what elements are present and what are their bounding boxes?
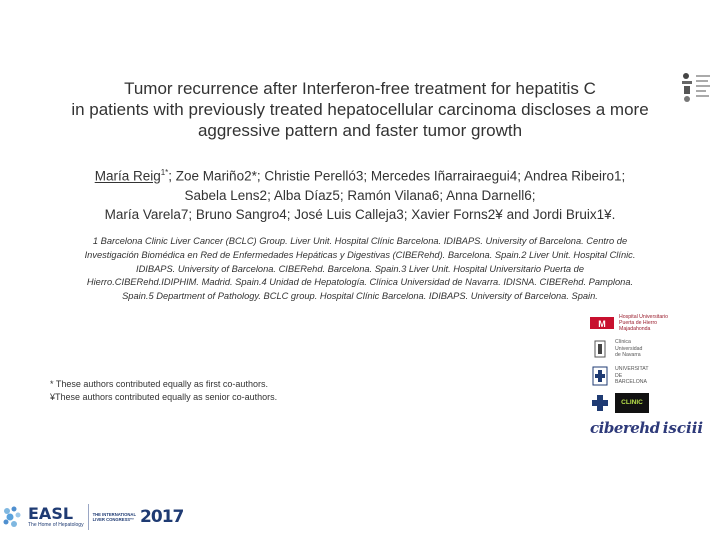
ciberehd-isciii-logo bbox=[590, 418, 704, 437]
affiliation-line: Investigación Biomédica en Red de Enfermedades Hepáticas y Digestivas (CIBERehd). Barcelona. Spain.2 Liver Unit. Hospital Clínic. bbox=[84, 249, 636, 260]
logo-text-line: DE bbox=[615, 372, 623, 379]
title-line-2: in patients with previously treated hepatocellular carcinoma discloses a more bbox=[71, 100, 649, 119]
logo-text-line: de Navarra bbox=[615, 351, 641, 358]
presenting-author: María Reig bbox=[94, 168, 161, 184]
easl-text-block bbox=[28, 506, 84, 528]
seal-icon bbox=[676, 66, 716, 106]
cross-icon bbox=[590, 393, 610, 413]
affiliation-line: IDIBAPS. University of Barcelona. CIBERehd. Barcelona. Spain.3 Liver Unit. Hospital Universitario Puerta de bbox=[135, 263, 584, 274]
puerta-de-hierro-logo bbox=[590, 314, 700, 333]
university-seal-logo bbox=[676, 66, 716, 106]
ilc-line: THE INTERNATIONAL bbox=[92, 511, 137, 517]
easl-bubbles-icon bbox=[2, 505, 24, 529]
title-line-1: Tumor recurrence after Interferon-free treatment for hepatitis C bbox=[124, 79, 596, 98]
author-line-2: Sabela Lens2; Alba Díaz5; Ramón Vilana6; Anna Darnell6; bbox=[184, 187, 536, 203]
clinic-badge: CLINIC bbox=[615, 393, 649, 413]
contribution-notes bbox=[50, 378, 370, 403]
easl-wordmark: EASL bbox=[28, 504, 74, 523]
first-coauthors-note: * These authors contributed equally as first co-authors. bbox=[50, 379, 268, 389]
navarra-shield-icon bbox=[590, 339, 610, 359]
universitat-barcelona-logo bbox=[590, 365, 700, 387]
clinic-logo bbox=[590, 393, 700, 413]
title-line-3: aggressive pattern and faster tumor growth bbox=[197, 121, 523, 140]
logo-text-line: Puerta de Hierro bbox=[619, 320, 658, 327]
barcelona-crest-icon bbox=[590, 365, 610, 387]
ilc-line: LIVER CONGRESS™ bbox=[92, 517, 135, 522]
logo-divider bbox=[88, 504, 89, 530]
institution-logos bbox=[590, 314, 704, 437]
navarra-text bbox=[615, 339, 642, 358]
isciii-wordmark: isciii bbox=[662, 418, 704, 437]
affiliation-line: Hierro.CIBERehd.IDIPHIM. Madrid. Spain.4 Unidad de Hepatología. Clínica Universidad de Navarra. IDISNA. CIBERehd. Pamplona. bbox=[86, 277, 634, 288]
svg-text:M: M bbox=[598, 319, 606, 330]
ciberehd-wordmark: ciberehd bbox=[590, 418, 660, 437]
presenting-author-superscript: 1* bbox=[160, 168, 169, 177]
author-line-1-rest: ; Zoe Mariño2*; Christie Perelló3; Mercedes Iñarrairaegui4; Andrea Ribeiro1; bbox=[168, 168, 626, 184]
logo-text-line: UNIVERSITAT bbox=[615, 366, 649, 373]
easl-congress-logo bbox=[2, 504, 183, 530]
puerta-de-hierro-text bbox=[619, 314, 668, 333]
logo-text-line: BARCELONA bbox=[615, 378, 647, 385]
logo-text-line: Clínica bbox=[615, 339, 631, 346]
senior-coauthors-note: ¥These authors contributed equally as senior co-authors. bbox=[50, 391, 278, 402]
affiliation-line: Spain.5 Department of Pathology. BCLC group. Hospital Clínic Barcelona. IDIBAPS. University of Barcelona. Spain. bbox=[122, 291, 598, 302]
madrid-star-icon bbox=[590, 315, 614, 331]
logo-text-line: Universidad bbox=[615, 345, 643, 352]
affiliations bbox=[45, 235, 675, 304]
author-line-3: María Varela7; Bruno Sangro4; José Luis Calleja3; Xavier Forns2¥ and Jordi Bruix1¥. bbox=[104, 206, 616, 222]
affiliation-line: 1 Barcelona Clinic Liver Cancer (BCLC) Group. Liver Unit. Hospital Clínic Barcelona. IDIBAPS. University of Barcelona. Centro de bbox=[92, 236, 628, 246]
author-list bbox=[40, 163, 680, 224]
easl-subtitle: The Home of Hepatology bbox=[28, 522, 84, 528]
navarra-logo bbox=[590, 339, 700, 359]
congress-year: 2017 bbox=[140, 507, 184, 527]
poster-title bbox=[30, 78, 690, 141]
logo-text-line: Majadahonda bbox=[619, 326, 651, 333]
logo-text-line: Hospital Universitario bbox=[619, 314, 669, 320]
ilc-text bbox=[93, 512, 136, 522]
author-line-1 bbox=[40, 163, 680, 186]
universitat-text bbox=[615, 366, 649, 385]
